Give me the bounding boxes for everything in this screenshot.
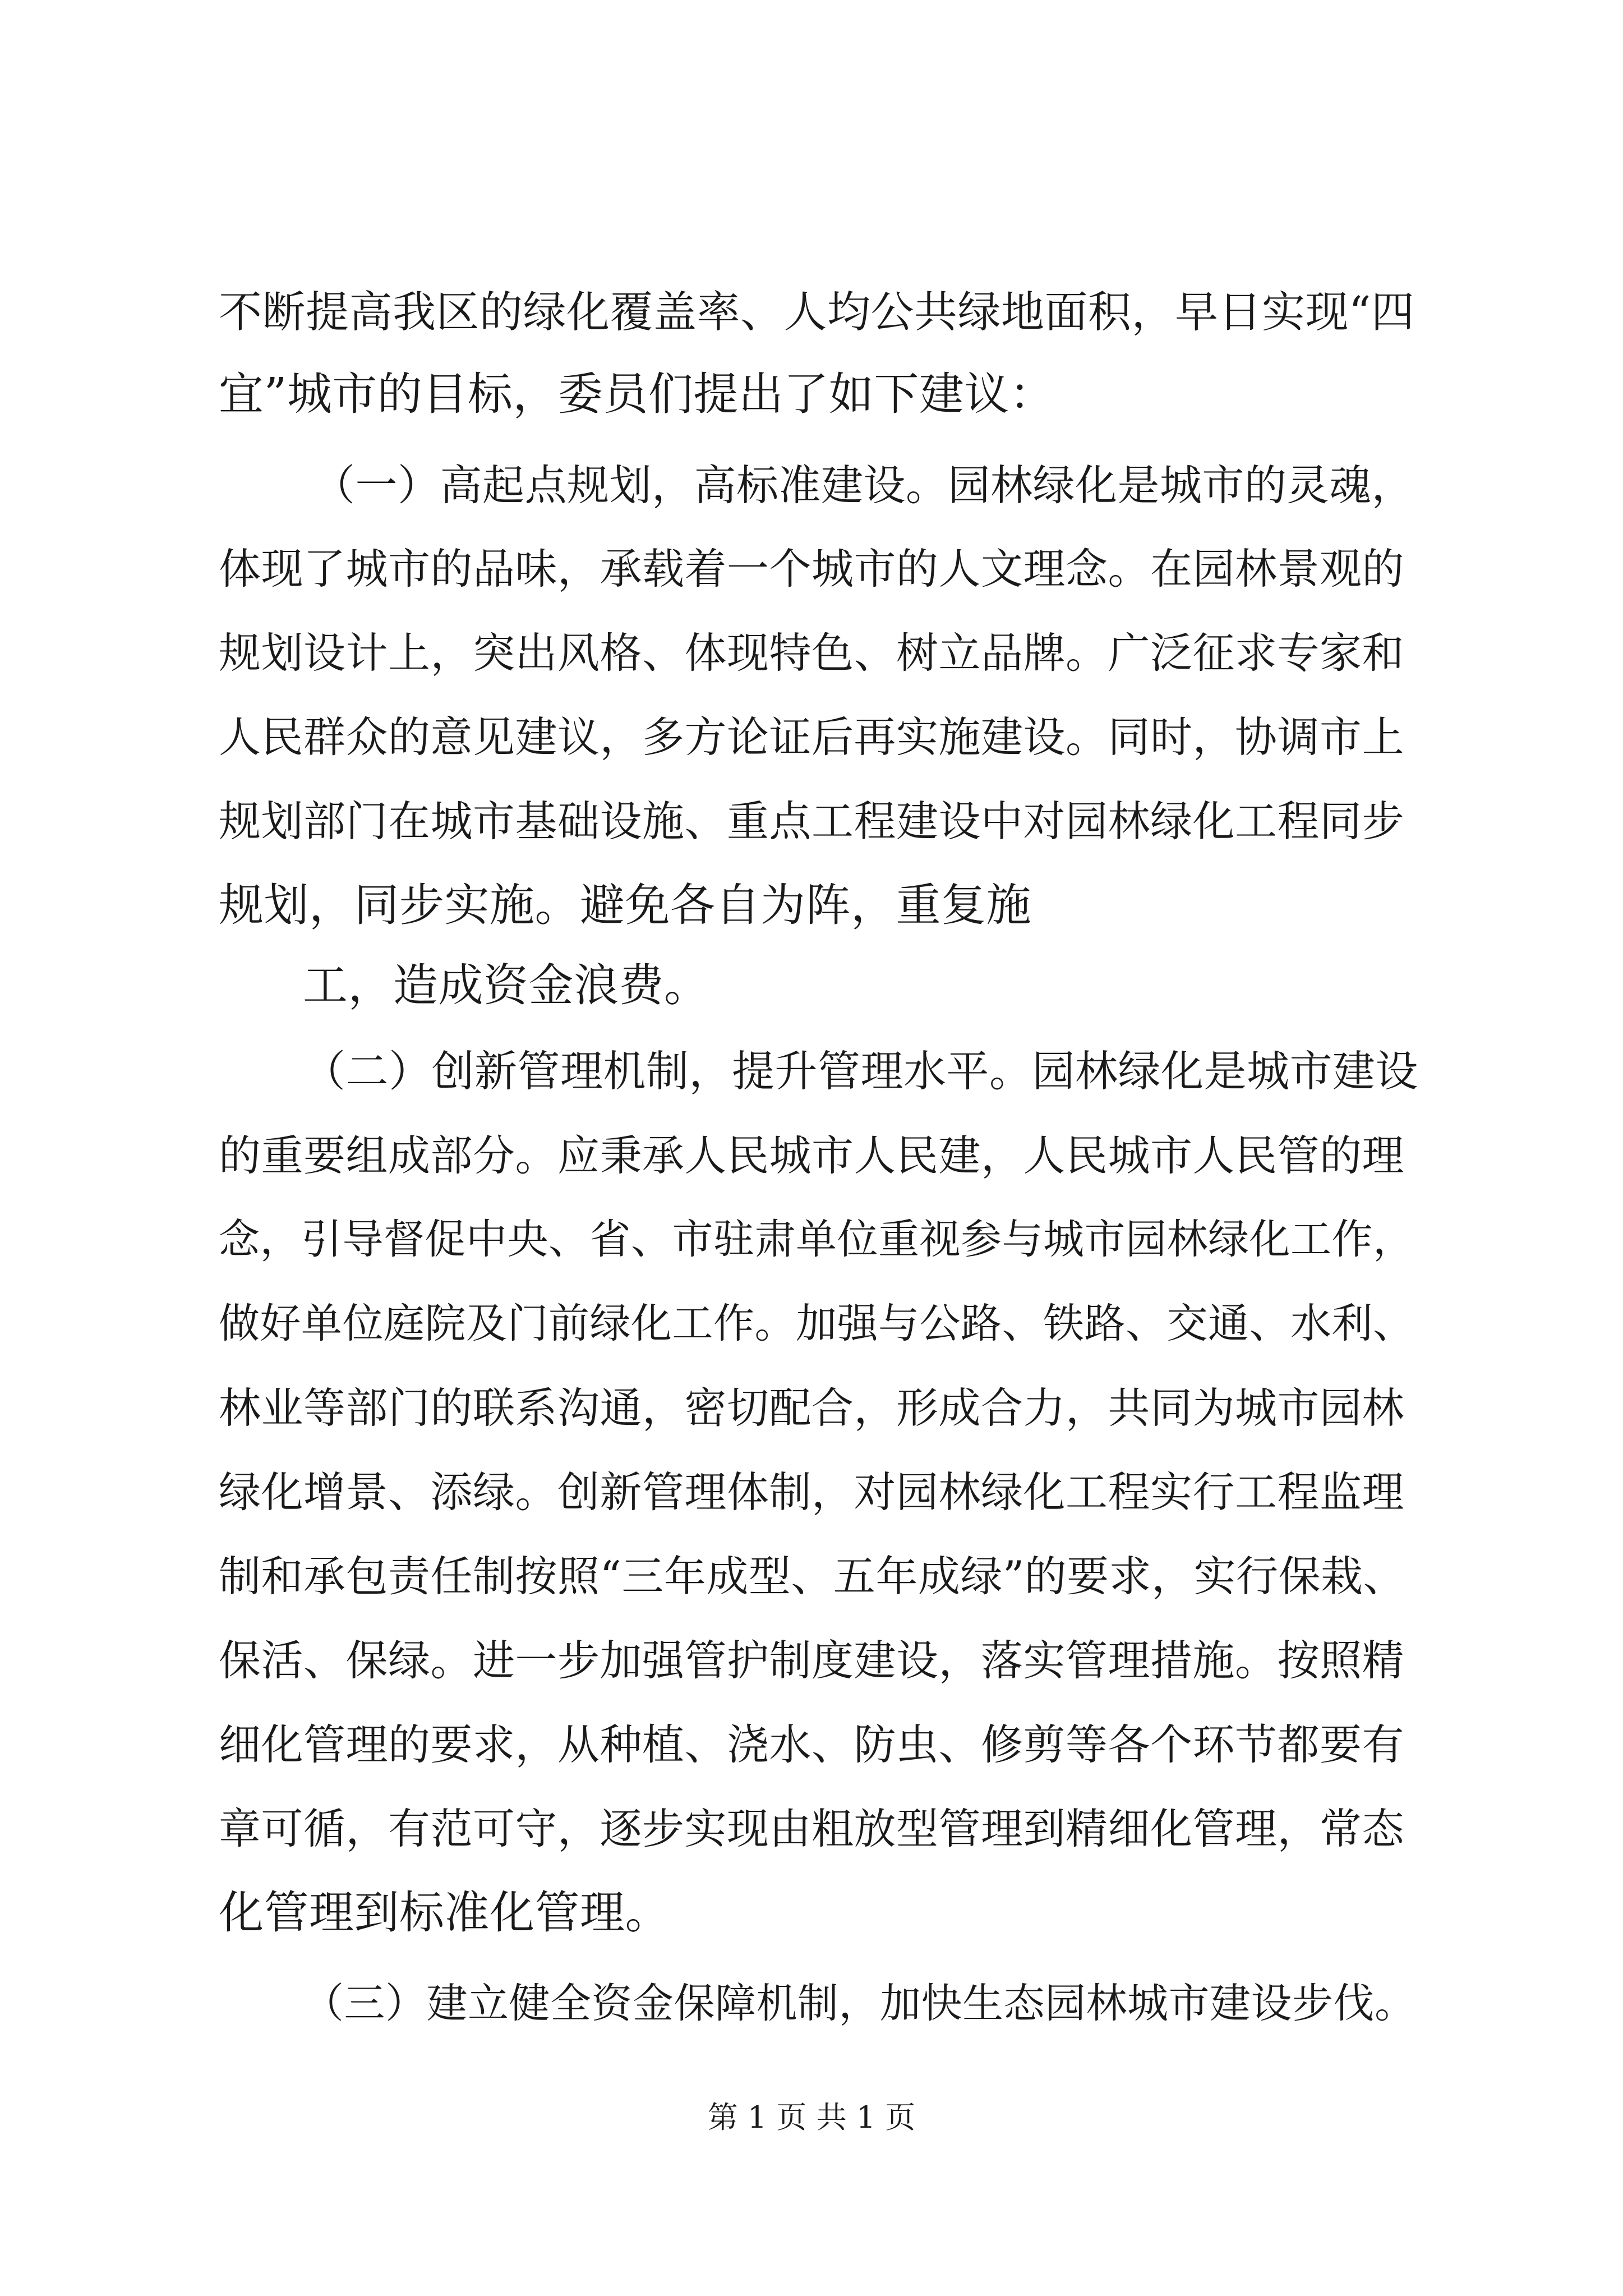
text-line: 工，造成资金浪费。: [303, 959, 709, 1011]
text-line: 章可循，有范可守，逐步实现由粗放型管理到精细化管理，常态: [219, 1804, 1405, 1853]
text-line: 人民群众的意见建议，多方论证后再实施建设。同时，协调市上: [219, 712, 1405, 762]
text-line: 规划部门在城市基础设施、重点工程建设中对园林绿化工程同步: [219, 797, 1405, 846]
text-line: 绿化增景、添绿。创新管理体制，对园林绿化工程实行工程监理: [219, 1467, 1405, 1517]
text-line: 保活、保绿。进一步加强管护制度建设，落实管理措施。按照精: [219, 1636, 1405, 1685]
paragraph-1-heading-line: （一）高起点规划，高标准建设。园林绿化是城市的灵魂，: [313, 461, 1414, 510]
paragraph-3-heading-line: （三）建立健全资金保障机制，加快生态园林城市建设步伐。: [303, 1980, 1416, 2027]
text-line: 细化管理的要求，从种植、浇水、防虫、修剪等各个环节都要有: [219, 1720, 1405, 1769]
page-number-footer: 第 1 页 共 1 页: [707, 2100, 916, 2135]
text-line: 制和承包责任制按照“三年成型、五年成绿”的要求，实行保栽、: [219, 1552, 1406, 1601]
text-line: 做好单位庭院及门前绿化工作。加强与公路、铁路、交通、水利、: [219, 1300, 1414, 1347]
text-line: 念，引导督促中央、省、市驻肃单位重视参与城市园林绿化工作，: [219, 1216, 1414, 1263]
text-line: 化管理到标准化管理。: [219, 1887, 670, 1939]
text-line: 宜”城市的目标，委员们提出了如下建议：: [219, 368, 1055, 420]
text-line: 林业等部门的联系沟通，密切配合，形成合力，共同为城市园林: [219, 1383, 1405, 1433]
text-line: 的重要组成部分。应秉承人民城市人民建，人民城市人民管的理: [219, 1131, 1405, 1180]
text-line: 不断提高我区的绿化覆盖率、人均公共绿地面积，早日实现“四: [219, 288, 1415, 338]
text-line: 体现了城市的品味，承载着一个城市的人文理念。在园林景观的: [219, 544, 1405, 593]
paragraph-2-heading-line: （二）创新管理机制，提升管理水平。园林绿化是城市建设: [303, 1046, 1418, 1096]
text-line: 规划设计上，突出风格、体现特色、树立品牌。广泛征求专家和: [219, 628, 1405, 678]
text-line: 规划，同步实施。避免各自为阵，重复施: [219, 879, 1031, 931]
